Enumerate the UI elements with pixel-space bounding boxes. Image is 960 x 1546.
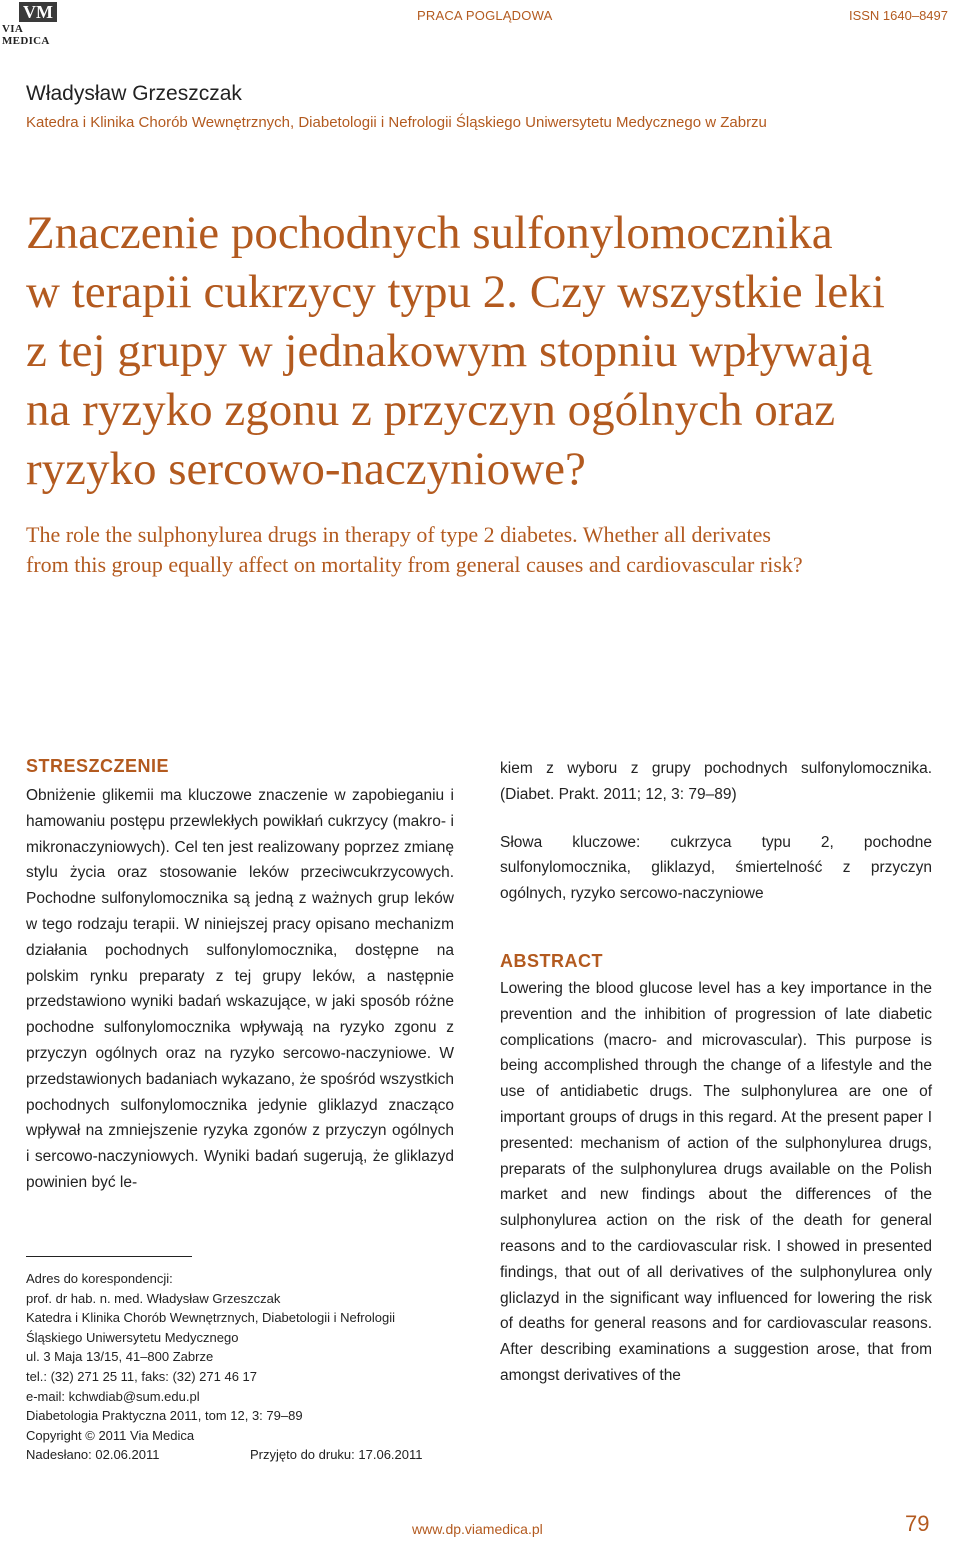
copyright: Copyright © 2011 Via Medica [26,1427,195,1443]
correspondence-email: e-mail: kchwdiab@sum.edu.pl [26,1388,200,1404]
journal-citation: Diabetologia Praktyczna 2011, tom 12, 3: 79–89 [26,1408,303,1424]
correspondence-phone: tel.: (32) 271 25 11, faks: (32) 271 46 17 [26,1368,258,1384]
correspondence-block [26,1269,466,1465]
title-english [26,520,946,580]
correspondence-label: Adres do korespondencji: [26,1271,173,1286]
title-polish-line: na ryzyko zgonu z przyczyn ogólnych oraz [26,384,836,436]
streszczenie-continuation: kiem z wyboru z grupy pochodnych sulfonylomocznika. (Diabet. Prakt. 2011; 12, 3: 79–89) [500,760,932,803]
right-column [500,756,932,1389]
via-medica-logo [2,2,72,47]
correspondence-divider [26,1256,192,1257]
page-number: 79 [905,1511,930,1536]
issn-label: ISSN 1640–8497 [848,8,948,23]
title-polish-line: z tej grupy w jednakowym stopniu wpływają [26,325,872,377]
title-polish [26,204,936,499]
submitted-date: Nadesłano: 02.06.2011 [26,1447,160,1463]
journal-website: www.dp.viamedica.pl [412,1521,543,1537]
accepted-date: Przyjęto do druku: 17.06.2011 [250,1447,423,1463]
title-polish-line: ryzyko sercowo-naczyniowe? [26,443,586,495]
section-label: PRACA POGLĄDOWA [417,8,553,23]
title-polish-line: w terapii cukrzycy typu 2. Czy wszystkie leki [26,266,885,318]
left-column [26,756,454,1196]
title-english-line: The role the sulphonylurea drugs in therapy of type 2 diabetes. Whether all derivates [26,522,771,547]
correspondence-affiliation: Śląskiego Uniwersytetu Medycznego [26,1329,239,1345]
logo-mark: VM [19,2,57,22]
keywords: Słowa kluczowe: cukrzyca typu 2, pochodne sulfonylomocznika, gliklazyd, śmiertelność z przyczyn ogólnych, ryzyko sercowo-naczyniowe [500,833,932,903]
title-english-line: from this group equally affect on mortality from general causes and cardiovascular risk? [26,552,803,577]
streszczenie-text: Obniżenie glikemii ma kluczowe znaczenie w zapobieganiu i hamowaniu postępu przewlekłych powikłań cukrzycy (makro- i mikronaczyniowych). Cel ten jest realizowany poprzez zmianę stylu życia oraz stosowanie leków przeciwcukrzycowych. Pochodne sulfonylomocznika są jedną z ważnych grup leków w tego rodzaju terapii. W niniejszej pracy opisano mechanizm działania pochodnych sulfonylomocznika, dostępne na polskim rynku preparaty z tej grupy leków, a następnie przedstawiono wyniki badań wskazujące, w jaki sposób różne pochodne sulfonylomocznika wpływają na ryzyko zgonu z przyczyn ogólnych oraz na ryzyko sercowo-naczyniowe. W przedstawionych badaniach wykazano, że spośród wszystkich pochodnych sulfonylomocznika jedynie gliklazyd znacząco wpływał na zmniejszenie ryzyka zgonów z przyczyn ogólnych i sercowo-naczyniowych. Wyniki badań sugerują, że gliklazyd powinien być le- [26,787,454,1191]
title-polish-line: Znaczenie pochodnych sulfonylomocznika [26,207,833,259]
dates-row [26,1445,466,1465]
abstract-text: Lowering the blood glucose level has a key importance in the prevention and the inhibition of progression of late diabetic complications (macro- and microvascular). This purpose is being accomplished through the change of a lifestyle and the use of antidiabetic drugs. The sulphonylurea are one of important groups of drugs in this regard. At the present paper I presented: mechanism of action of the sulphonylurea drugs, preparats of the sulphonylurea drugs available on the Polish market and new findings about the differences of the sulphonylurea action on the risk of the death for general reasons and to the cardiovascular risk. I showed in presented findings, that out of all derivatives of the sulphonylurea only gliclazyd in the significant way influenced for lowering the risk of deaths for general reasons and for cardiovascular reasons. After describing examinations a suggestion arose, that from amongst derivatives of the [500,979,932,1384]
correspondence-affiliation: Katedra i Klinika Chorób Wewnętrznych, Diabetologii i Nefrologii [26,1310,395,1326]
correspondence-name: prof. dr hab. n. med. Władysław Grzeszczak [26,1290,281,1306]
streszczenie-heading: STRESZCZENIE [26,756,170,776]
correspondence-address: ul. 3 Maja 13/15, 41–800 Zabrze [26,1349,214,1365]
author-name: Władysław Grzeszczak [26,82,242,105]
author-affiliation: Katedra i Klinika Chorób Wewnętrznych, Diabetologii i Nefrologii Śląskiego Uniwersytetu Medycznego w Zabrzu [26,114,767,131]
abstract-heading: ABSTRACT [500,950,603,971]
logo-text: VIA MEDICA [2,23,50,47]
